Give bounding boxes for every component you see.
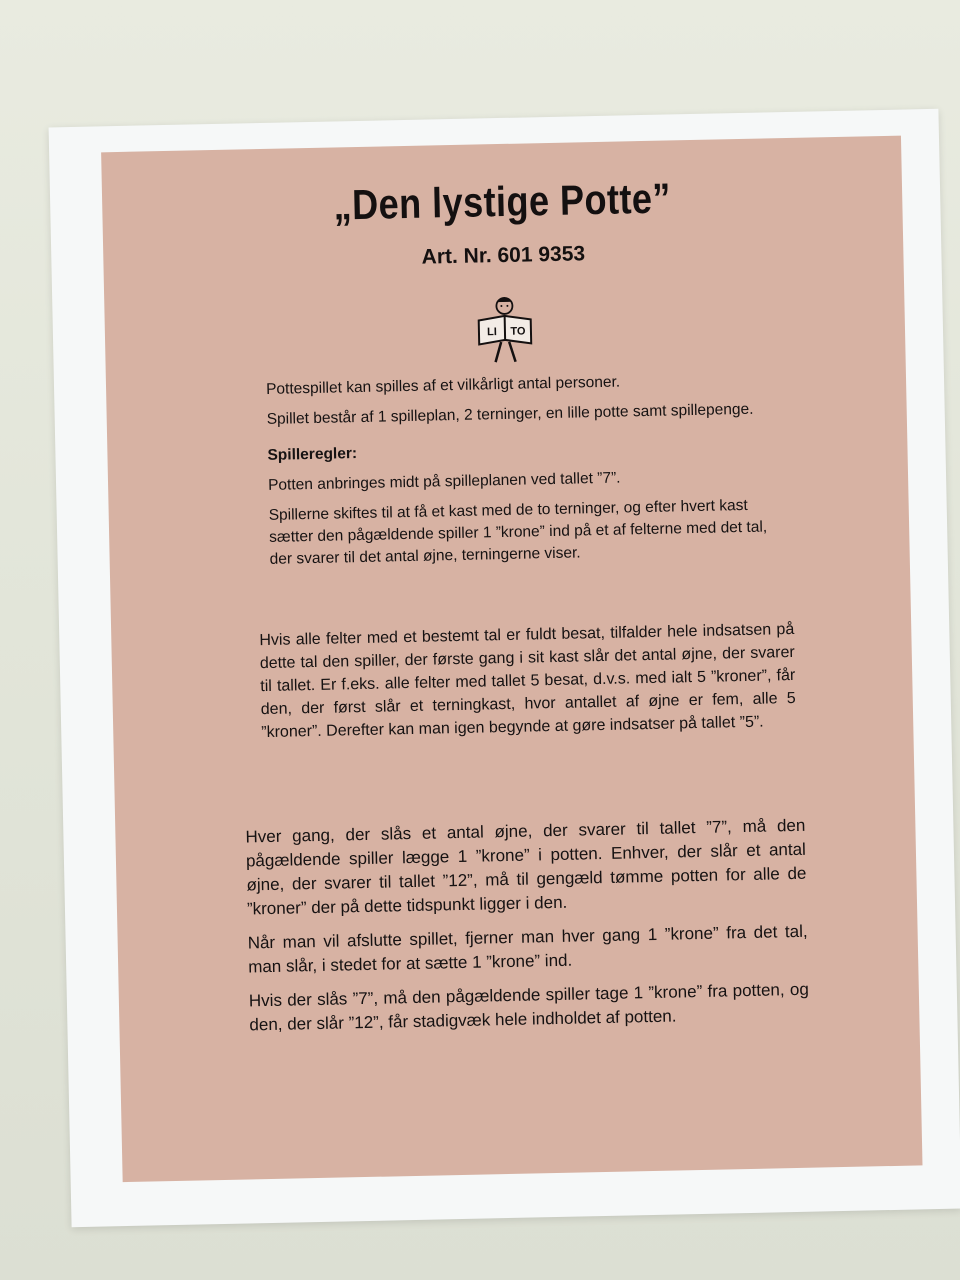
intro-paragraph-1: Pottespillet kan spilles af et vilkårligt antal personer. xyxy=(265,373,621,398)
rule-paragraph-5: Når man vil afslutte spillet, fjerner man hver gang 1 ”krone” fra det tal, man slår, i stedet for at sætte 1 ”krone” ind. xyxy=(247,921,808,977)
intro-and-rules xyxy=(266,368,790,579)
logo-text-to: TO xyxy=(510,325,526,338)
rule-paragraph-4: Hver gang, der slås et antal øjne, der svarer til tallet ”7”, må den pågældende spiller lægge 1 ”krone” i potten. Enhver, der slår et antal øjne, der svarer til tallet ”12”, må til gengæld tømme potten for alle de ”kroner” der på dette tidspunkt ligger i den. xyxy=(245,815,807,919)
rule-block-large xyxy=(245,814,810,1048)
document-title: „Den lystige Potte” xyxy=(333,174,672,229)
instruction-leaflet xyxy=(101,136,922,1183)
paper-sheet xyxy=(49,109,960,1227)
rule-paragraph-1: Potten anbringes midt på spilleplanen ved tallet ”7”. xyxy=(267,469,621,494)
article-number: Art. Nr. 601 9353 xyxy=(421,242,586,269)
rule-paragraph-3: Hvis alle felter med et bestemt tal er fuldt besat, tilfalder hele indsatsen på dette tal den spiller, der første gang i sit kast slår det antal øjne, der svarer til tallet. Er f.eks. alle felter med tallet 5 besat, d.v.s. med ialt 5 ”kroner”, får den, der først slår et terningkast, hvor antallet af øjne er fem, alle 5 ”kroner”. Derefter kan man igen begynde at gøre indsatser på tallet ”5”. xyxy=(259,620,796,742)
rule-block-3 xyxy=(259,618,797,754)
intro-paragraph-2: Spillet består af 1 spilleplan, 2 terninger, en lille potte samt spillepenge. xyxy=(266,400,754,428)
rules-heading: Spilleregler: xyxy=(267,445,358,464)
lito-reading-child-logo xyxy=(464,291,546,373)
logo-text-li: LI xyxy=(486,326,497,339)
rule-paragraph-6: Hvis der slås ”7”, må den pågældende spiller tage 1 ”krone” fra potten, og den, der slår ”12”, får stadigvæk hele indholdet af potten. xyxy=(248,979,809,1035)
rule-paragraph-2: Spillerne skiftes til at få et kast med de to terninger, og efter hvert kast sætter den pågældende spiller 1 ”krone” ind på et af felterne med det tal, der svarer til det antal øjne, terningerne viser. xyxy=(268,496,768,568)
